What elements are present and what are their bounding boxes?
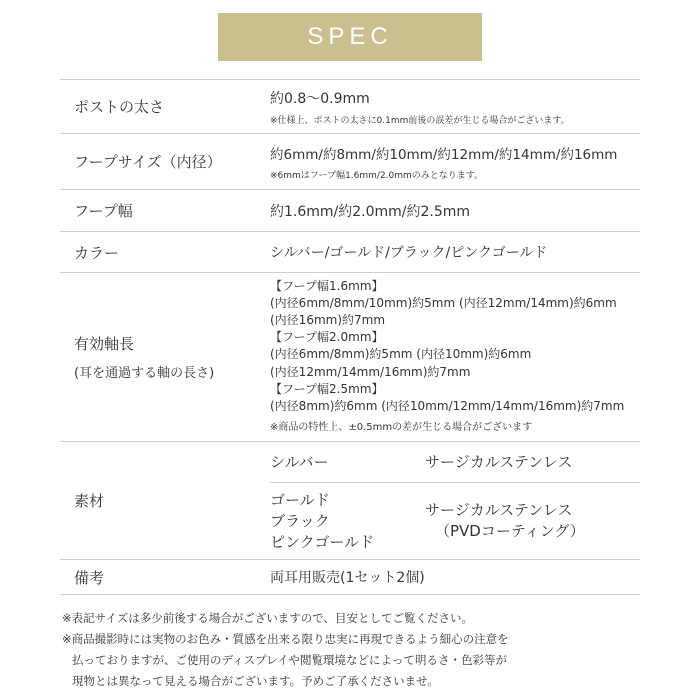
material-color: ブラック bbox=[270, 511, 330, 530]
spec-table bbox=[60, 79, 640, 595]
footer-note: ※商品撮影時には実物のお色み・質感を出来る限り忠実に再現できるよう細心の注意を bbox=[62, 632, 509, 646]
spec-row-remarks bbox=[60, 559, 640, 595]
hoop-size-note: ※6mmはフープ幅1.6mm/2.0mmのみとなります。 bbox=[270, 170, 484, 181]
spec-title-banner bbox=[218, 13, 482, 61]
material-type: サージカルステンレス bbox=[425, 452, 573, 471]
spec-title: SPEC bbox=[307, 23, 393, 50]
axis-line: 【フープ幅2.5mm】 bbox=[270, 381, 384, 396]
color-label: カラー bbox=[74, 243, 120, 262]
axis-line: (内径12mm/14mm/16mm)約7mm bbox=[270, 364, 471, 379]
material-row-coated bbox=[270, 483, 640, 559]
hoop-width-label: フープ幅 bbox=[74, 202, 133, 220]
spec-row-hoop-width bbox=[60, 189, 640, 231]
material-label: 素材 bbox=[74, 492, 105, 510]
axis-line: 【フープ幅2.0mm】 bbox=[270, 330, 384, 345]
axis-line: (内径16mm)約7mm bbox=[270, 312, 386, 327]
hoop-size-value: 約6mm/約8mm/約10mm/約12mm/約14mm/約16mm bbox=[270, 146, 618, 163]
material-color: ゴールド bbox=[270, 490, 330, 509]
spec-row-color bbox=[60, 231, 640, 272]
axis-line: (内径6mm/8mm/10mm)約5mm (内径12mm/14mm)約6mm bbox=[270, 295, 617, 310]
post-label: ポストの太さ bbox=[74, 98, 165, 116]
color-value: シルバー/ゴールド/ブラック/ピンクゴールド bbox=[270, 245, 548, 261]
spec-row-axis bbox=[60, 272, 640, 441]
axis-note: ※商品の特性上、±0.5mmの差が生じる場合がございます bbox=[270, 422, 533, 434]
material-row-silver bbox=[270, 442, 640, 483]
axis-line: (内径8mm)約6mm (内径10mm/12mm/14mm/16mm)約7mm bbox=[270, 399, 625, 413]
footer-notes bbox=[62, 608, 662, 692]
material-type: サージカルステンレス bbox=[425, 501, 573, 519]
axis-label-cell bbox=[60, 273, 260, 441]
hoop-width-value: 約1.6mm/約2.0mm/約2.5mm bbox=[270, 203, 471, 220]
material-value-cell bbox=[260, 442, 640, 559]
footer-note: 現物とは異なって見える場合がございます。予めご了承くださいませ。 bbox=[72, 674, 439, 688]
spec-row-post bbox=[60, 79, 640, 133]
material-color: シルバー bbox=[270, 452, 329, 471]
spec-row-material bbox=[60, 441, 640, 559]
material-coating: （PVDコーティング） bbox=[435, 522, 585, 540]
footer-note: 払っておりますが、ご使用のディスプレイや閲覧環境などによって明るさ・色彩等が bbox=[72, 653, 508, 667]
remarks-value: 両耳用販売(1セット2個) bbox=[270, 570, 425, 586]
material-color: ピンクゴールド bbox=[270, 532, 375, 551]
footer-note: ※表記サイズは多少前後する場合がございますので、目安としてご覧ください。 bbox=[62, 611, 473, 625]
axis-sublabel: (耳を通過する軸の長さ) bbox=[74, 366, 215, 381]
axis-line: 【フープ幅1.6mm】 bbox=[270, 278, 384, 293]
post-note: ※仕様上、ポストの太さに0.1mm前後の誤差が生じる場合がございます。 bbox=[270, 115, 570, 126]
remarks-label: 備考 bbox=[74, 568, 105, 587]
axis-value-cell bbox=[260, 273, 640, 441]
material-colors bbox=[270, 483, 425, 559]
post-value: 約0.8〜0.9mm bbox=[270, 90, 370, 107]
material-type-cell bbox=[425, 483, 640, 559]
axis-line: (内径6mm/8mm)約5mm (内径10mm)約6mm bbox=[270, 347, 532, 362]
hoop-size-label: フープサイズ（内径） bbox=[74, 153, 222, 171]
spec-row-hoop-size bbox=[60, 133, 640, 189]
axis-label: 有効軸長 bbox=[74, 335, 135, 353]
post-value-cell bbox=[260, 80, 640, 133]
hoop-size-value-cell bbox=[260, 134, 640, 189]
